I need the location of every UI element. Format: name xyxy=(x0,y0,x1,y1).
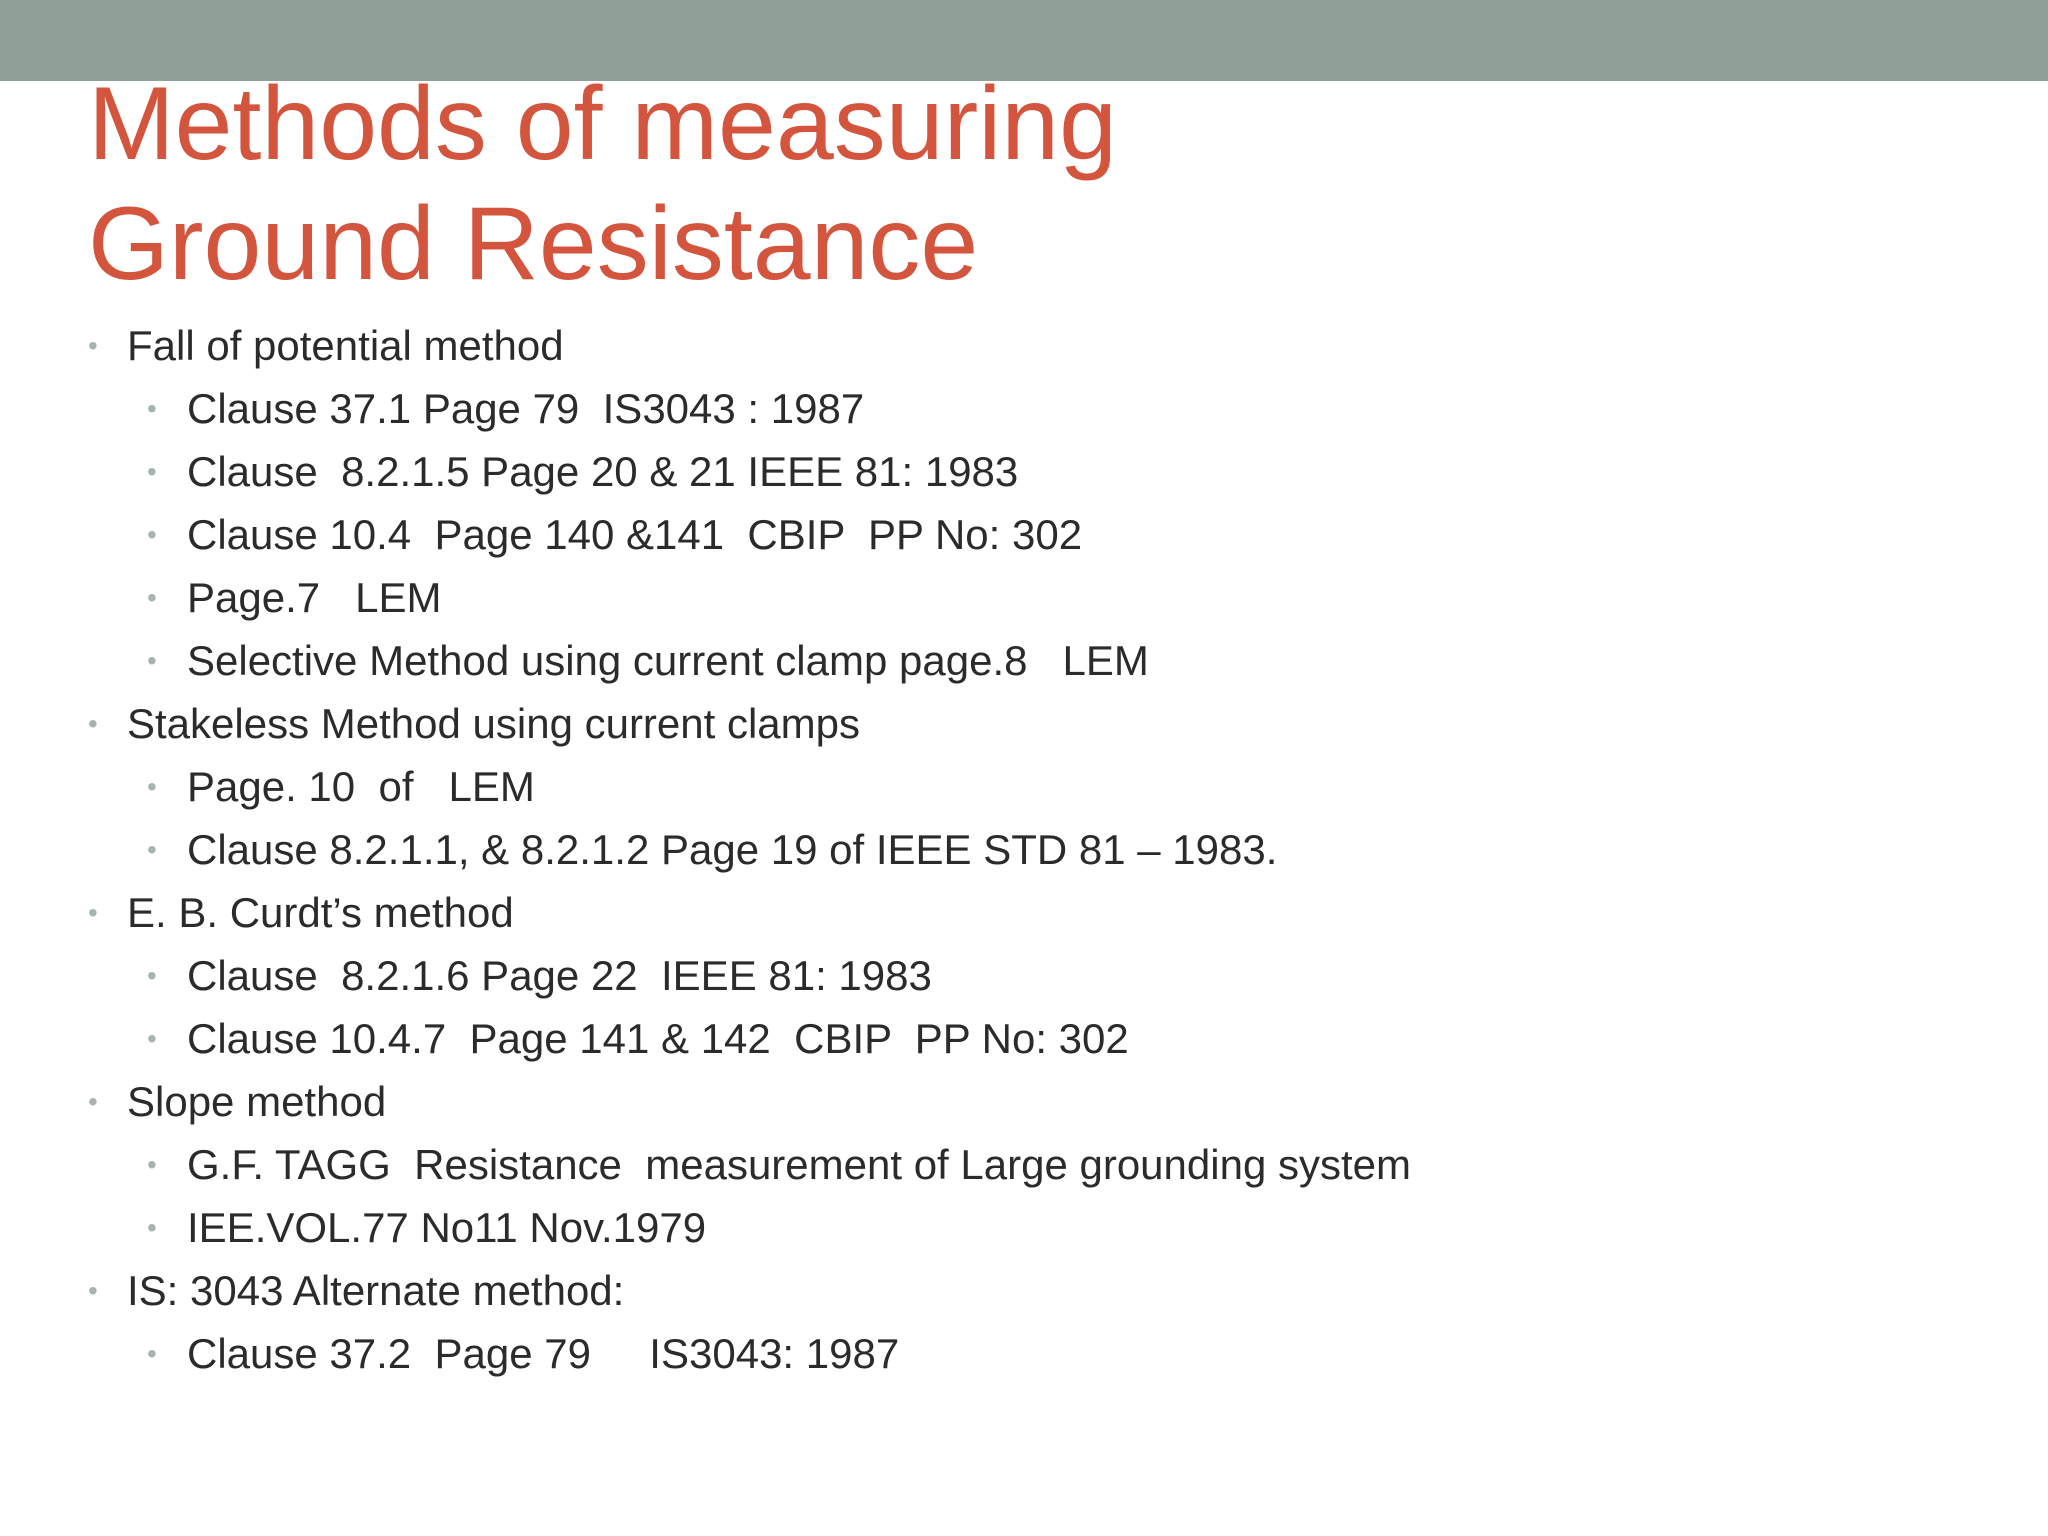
bullet-dot-icon: • xyxy=(88,897,98,928)
sub-bullet-item xyxy=(88,944,1411,1007)
bullet-text: IS: 3043 Alternate method: xyxy=(127,1267,625,1314)
bullet-text: E. B. Curdt’s method xyxy=(127,889,514,936)
bullet-item xyxy=(88,1259,1411,1322)
bullet-dot-icon: • xyxy=(88,330,98,361)
sub-bullet-item xyxy=(88,1322,1411,1385)
bullet-item xyxy=(88,692,1411,755)
sub-bullet-item xyxy=(88,377,1411,440)
bullet-dot-icon: • xyxy=(147,393,157,424)
bullet-text: Clause 37.2 Page 79 IS3043: 1987 xyxy=(187,1330,900,1377)
bullet-text: Slope method xyxy=(127,1078,387,1125)
sub-bullet-item xyxy=(88,1007,1411,1070)
sub-bullet-item xyxy=(88,755,1411,818)
sub-bullet-item xyxy=(88,1133,1411,1196)
sub-bullet-item xyxy=(88,503,1411,566)
bullet-dot-icon: • xyxy=(147,456,157,487)
bullet-text: Clause 10.4 Page 140 &141 CBIP PP No: 302 xyxy=(187,511,1083,558)
slide-title xyxy=(88,64,1117,304)
slide-title-line-2: Ground Resistance xyxy=(88,186,979,302)
bullet-dot-icon: • xyxy=(147,1023,157,1054)
bullet-list xyxy=(88,314,1411,1385)
sub-bullet-item xyxy=(88,566,1411,629)
bullet-dot-icon: • xyxy=(147,1149,157,1180)
bullet-dot-icon: • xyxy=(147,645,157,676)
bullet-text: Stakeless Method using current clamps xyxy=(127,700,861,747)
bullet-text: Clause 8.2.1.6 Page 22 IEEE 81: 1983 xyxy=(187,952,932,999)
bullet-text: IEE.VOL.77 No11 Nov.1979 xyxy=(187,1204,707,1251)
bullet-dot-icon: • xyxy=(147,1212,157,1243)
bullet-text: G.F. TAGG Resistance measurement of Large grounding system xyxy=(187,1141,1411,1188)
sub-bullet-item xyxy=(88,440,1411,503)
sub-bullet-item xyxy=(88,818,1411,881)
bullet-text: Page. 10 of LEM xyxy=(187,763,535,810)
bullet-item xyxy=(88,314,1411,377)
bullet-text: Clause 8.2.1.5 Page 20 & 21 IEEE 81: 1983 xyxy=(187,448,1019,495)
bullet-text: Clause 37.1 Page 79 IS3043 : 1987 xyxy=(187,385,865,432)
sub-bullet-item xyxy=(88,629,1411,692)
bullet-dot-icon: • xyxy=(88,708,98,739)
bullet-text: Clause 10.4.7 Page 141 & 142 CBIP PP No: 302 xyxy=(187,1015,1129,1062)
bullet-dot-icon: • xyxy=(147,834,157,865)
bullet-item xyxy=(88,881,1411,944)
bullet-item xyxy=(88,1070,1411,1133)
bullet-text: Selective Method using current clamp page.8 LEM xyxy=(187,637,1149,684)
bullet-dot-icon: • xyxy=(147,1338,157,1369)
slide-title-line-1: Methods of measuring xyxy=(88,66,1117,182)
bullet-text: Clause 8.2.1.1, & 8.2.1.2 Page 19 of IEEE STD 81 – 1983. xyxy=(187,826,1278,873)
bullet-dot-icon: • xyxy=(147,582,157,613)
bullet-dot-icon: • xyxy=(147,771,157,802)
bullet-text: Page.7 LEM xyxy=(187,574,442,621)
bullet-dot-icon: • xyxy=(88,1275,98,1306)
sub-bullet-item xyxy=(88,1196,1411,1259)
bullet-dot-icon: • xyxy=(147,960,157,991)
bullet-text: Fall of potential method xyxy=(127,322,564,369)
bullet-dot-icon: • xyxy=(88,1086,98,1117)
bullet-dot-icon: • xyxy=(147,519,157,550)
